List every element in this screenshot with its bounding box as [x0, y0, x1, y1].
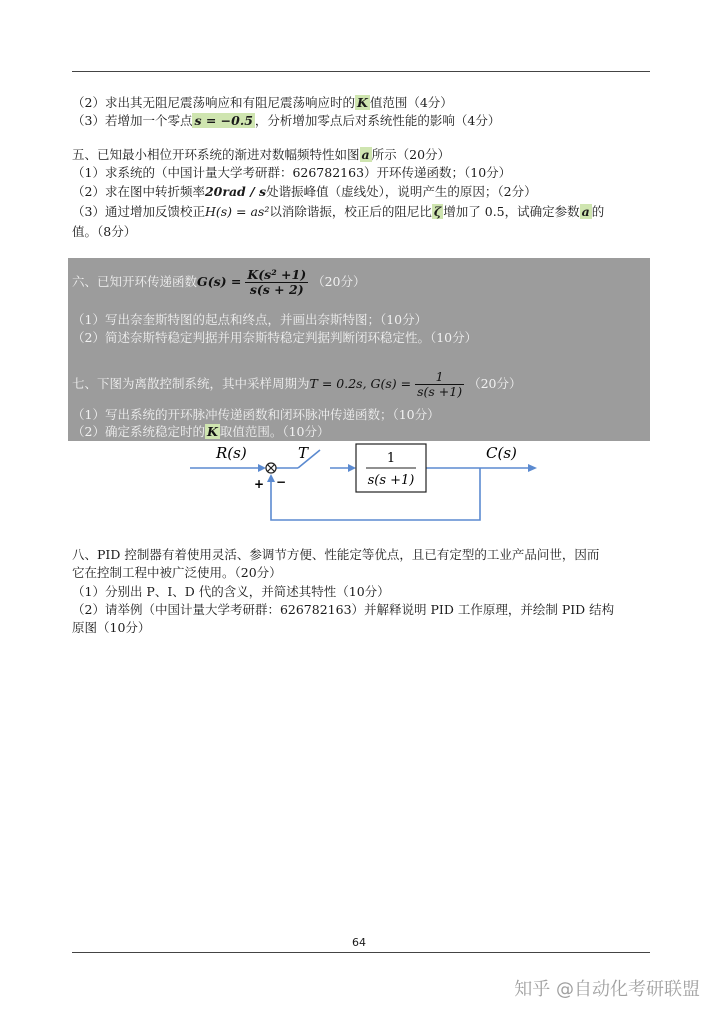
- q5-title: 五、已知最小相位开环系统的渐进对数幅频特性如图 a 所示（20分）: [72, 147, 451, 162]
- q6-item1: （1）写出奈奎斯特图的起点和终点，并画出奈斯特图；（10分）: [72, 312, 428, 327]
- q8-item1: （1）分别出 P、I、D 代的含义，并简述其特性（10分）: [72, 584, 390, 599]
- discrete-control-block-diagram: [190, 438, 540, 528]
- zeta-variable: ζ: [433, 204, 442, 219]
- bottom-rule: [72, 952, 650, 953]
- input-label: R(s): [216, 444, 247, 462]
- block-denominator: s(s +1): [367, 473, 415, 488]
- block-arrow: [348, 464, 356, 472]
- a-variable: a: [361, 147, 370, 162]
- k-variable-2: K: [206, 424, 218, 439]
- gs-denominator: s(s +1): [417, 384, 463, 399]
- zhihu-watermark: 知乎 @自动化考研联盟: [514, 979, 700, 1000]
- q8-line2: 它在控制工程中被广泛使用。（20分）: [72, 565, 282, 580]
- gs-fraction: [415, 370, 464, 399]
- q7-item2: （2）确定系统稳定时的 K 取值范围。（10分）: [72, 424, 330, 439]
- g-lhs: G(s) =: [197, 274, 242, 289]
- q7-title: 七、下图为离散控制系统，其中采样周期为T = 0.2s, G(s) = $\frac{1}{s(s +1)}$ （20分）: [72, 369, 522, 399]
- g-fraction: [245, 268, 308, 297]
- q5-item3: （3）通过增加反馈校正H(s) = as²以消除谐振，校正后的阻尼比 ζ 增加了 0.5，试确定参数 a 的: [72, 204, 605, 219]
- feedback-arrow: [267, 474, 275, 482]
- sampler-label: T: [298, 444, 309, 462]
- q8-item2-cont: 原图（10分）: [72, 620, 151, 635]
- a-variable-2: a: [581, 204, 590, 219]
- page-number: 64: [352, 936, 366, 949]
- input-arrow: [258, 464, 266, 472]
- sample-period-eq: T = 0.2s, G(s) =: [309, 376, 412, 391]
- q5-item1: （1）求系统的（中国计量大学考研群：626782163）开环传递函数；（10分）: [72, 165, 512, 180]
- turning-frequency: 20rad / s: [204, 184, 267, 199]
- q4-item2: （2）求出其无阻尼震荡响应和有阻尼震荡响应时的 K 值范围（4分）: [72, 95, 453, 110]
- q5-item2: （2）求在图中转折频率20rad / s处谐振峰值（虚线处），说明产生的原因；（2分）: [72, 184, 537, 199]
- q8-line1: 八、PID 控制器有着使用灵活、参调节方便、性能定等优点，且已有定型的工业产品问世，因而: [72, 547, 600, 562]
- feedback-equation: H(s) = as²: [204, 204, 270, 219]
- output-arrow: [528, 464, 537, 472]
- minus-sign: −: [276, 475, 287, 489]
- zero-equation: s = −0.5: [194, 113, 253, 128]
- q7-item1: （1）写出系统的开环脉冲传递函数和闭环脉冲传递函数；（10分）: [72, 407, 440, 422]
- output-label: C(s): [486, 444, 517, 462]
- gs-numerator: 1: [415, 370, 464, 385]
- plus-sign: +: [254, 477, 265, 491]
- g-denominator: s(s + 2): [249, 282, 304, 297]
- top-rule: [72, 71, 650, 72]
- q6-item2: （2）简述奈斯特稳定判据并用奈斯特稳定判据判断闭环稳定性。（10分）: [72, 330, 478, 345]
- block-numerator: 1: [386, 451, 396, 466]
- q6-title: 六、已知开环传递函数G(s) = $\frac{\text{K(s² +1)}}{s(s + 2)}$ （20分）: [72, 267, 366, 297]
- q5-item3-cont: 值。（8分）: [72, 224, 137, 239]
- q8-item2: （2）请举例（中国计量大学考研群：626782163）并解释说明 PID 工作原理，并绘制 PID 结构: [72, 602, 615, 617]
- k-variable: K: [356, 95, 368, 110]
- g-numerator: K(s² +1): [247, 267, 307, 282]
- q4-item3: （3）若增加一个零点 s = −0.5 ，分析增加零点后对系统性能的影响（4分）: [72, 113, 501, 128]
